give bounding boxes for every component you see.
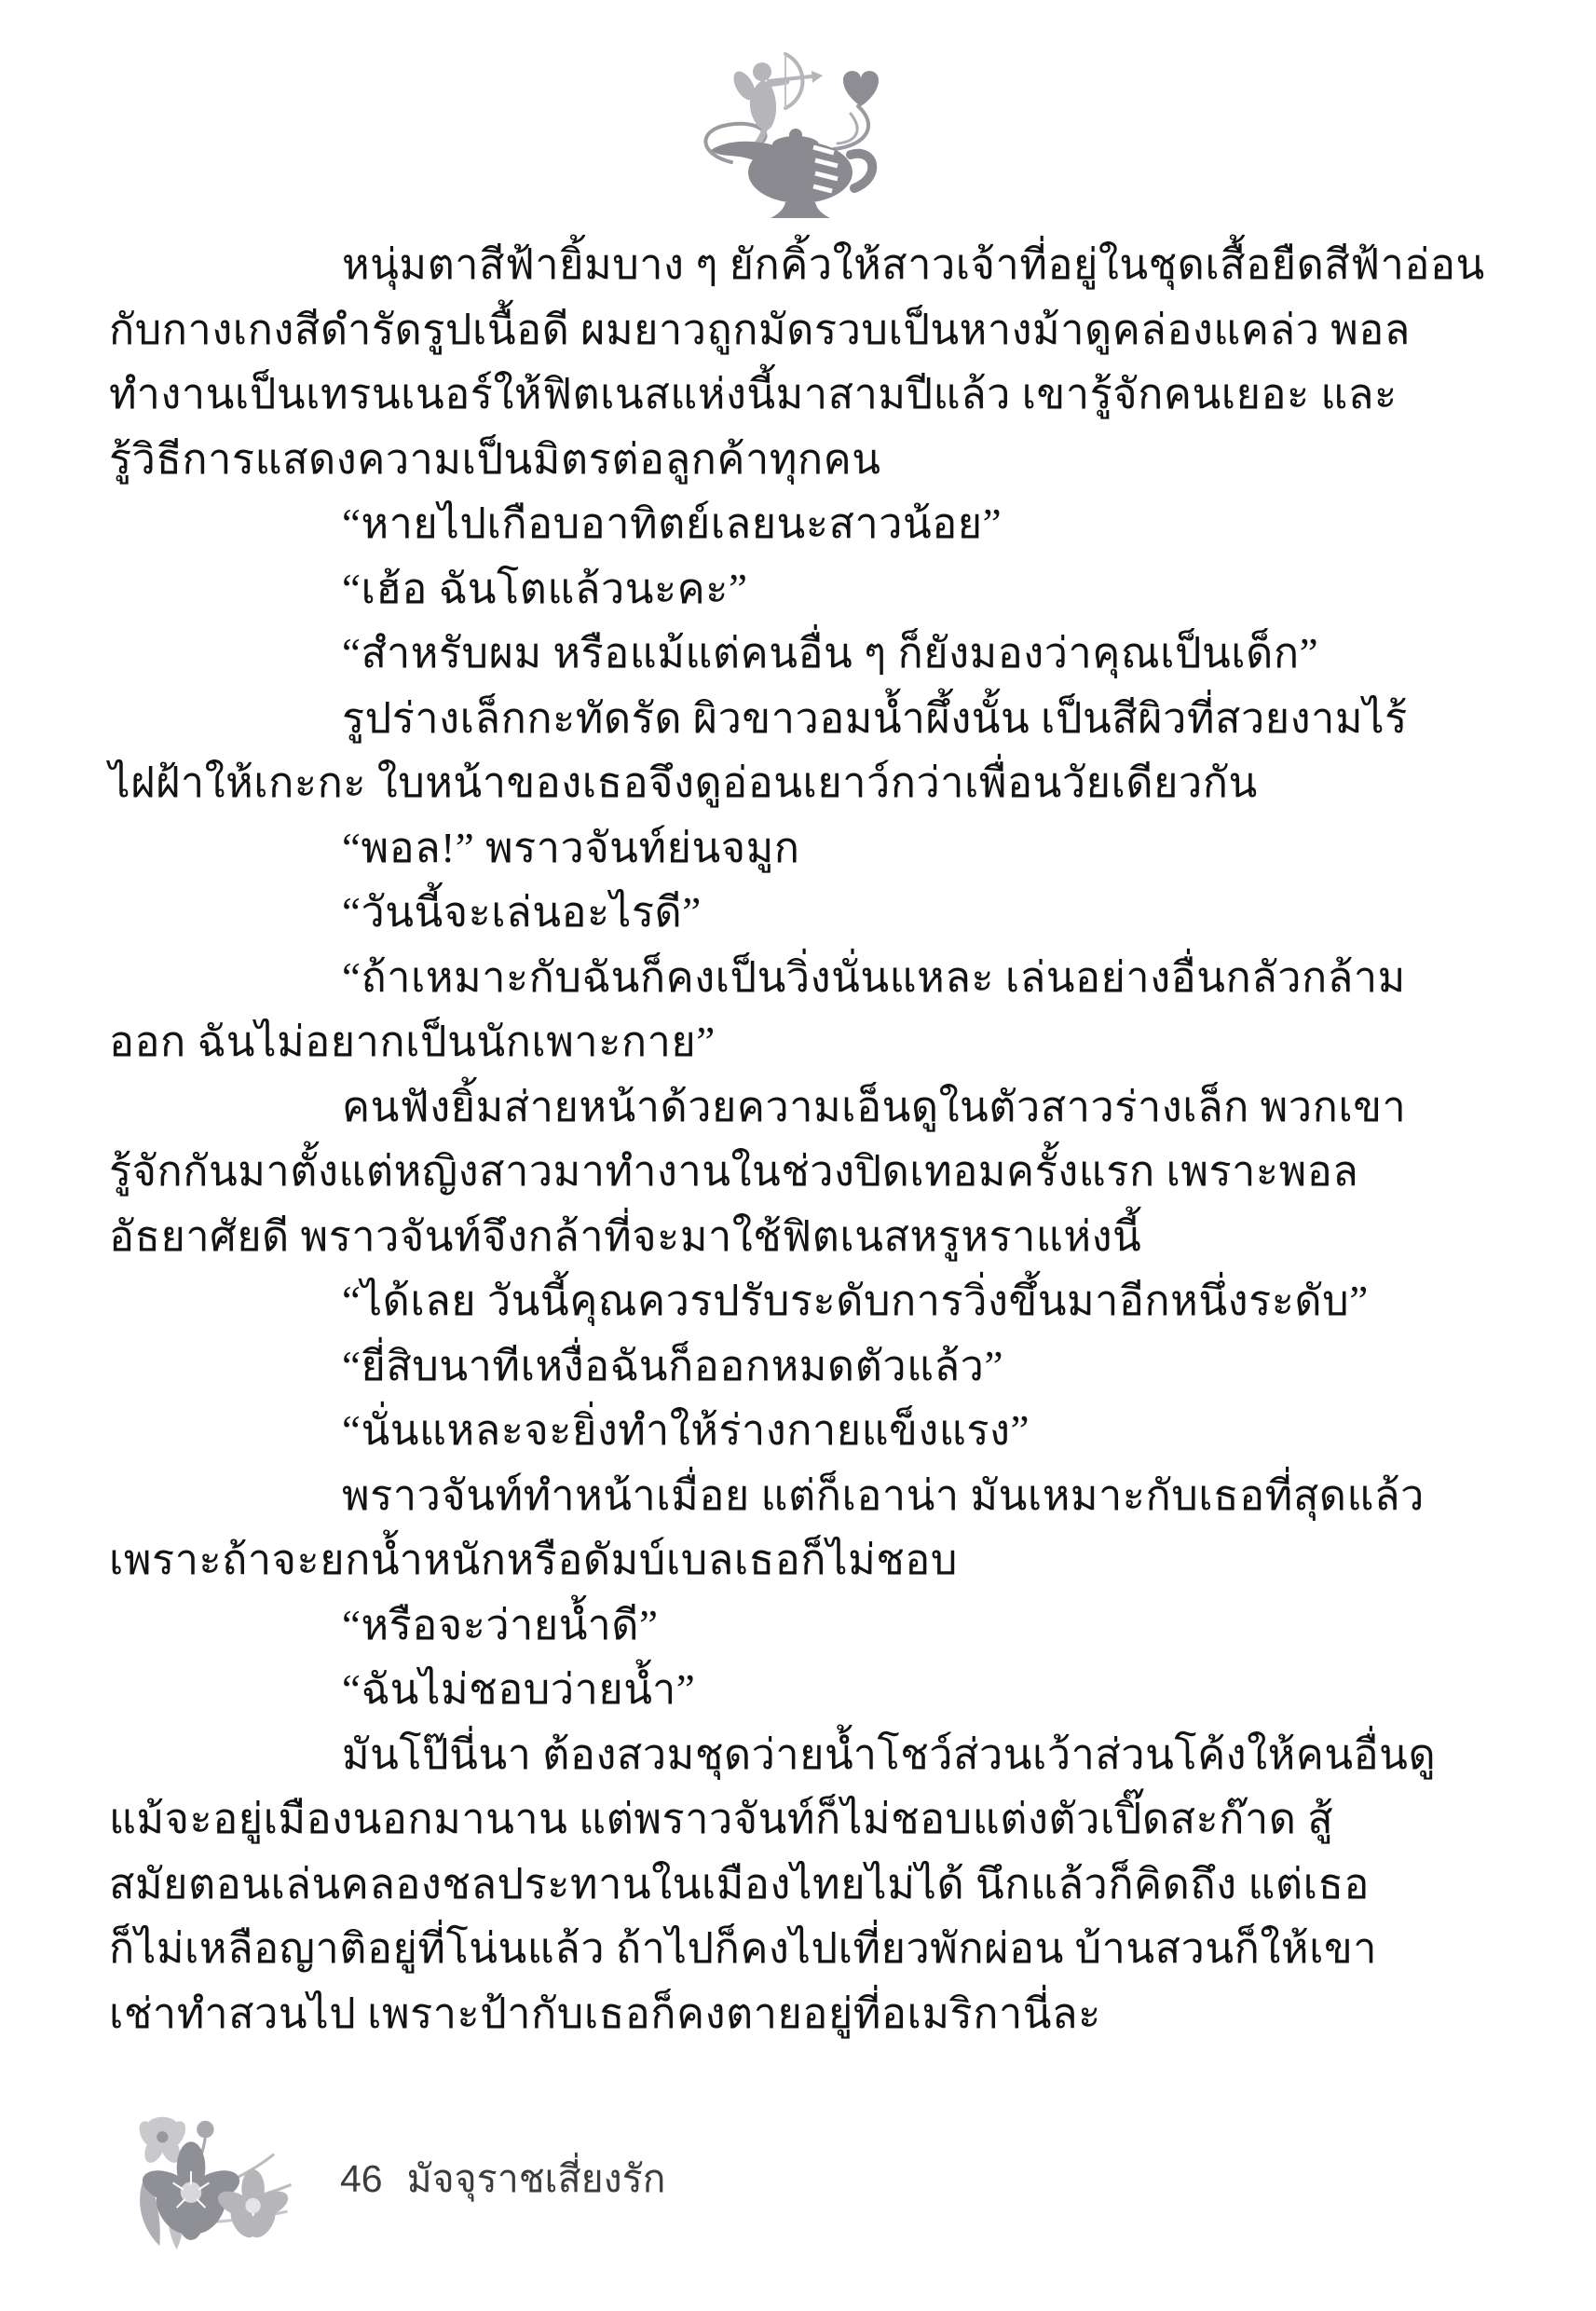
text-line: รูปร่างเล็กกะทัดรัด ผิวขาวอมน้ำผึ้งนั้น เป็นสีผิวที่สวยงามไร้	[342, 694, 1408, 742]
text-line: แม้จะอยู่เมืองนอกมานาน แต่พราวจันท์ก็ไม่ชอบแต่งตัวเปิ๊ดสะก๊าด สู้	[109, 1796, 1334, 1842]
book-title: มัจจุราชเสี่ยงรัก	[406, 2157, 666, 2200]
page-text	[109, 233, 1499, 2046]
text-line: “วันนี้จะเล่นอะไรดี”	[342, 889, 702, 936]
text-line: ก็ไม่เหลือญาติอยู่ที่โน่นแล้ว ถ้าไปก็คงไปเที่ยวพักผ่อน บ้านสวนก็ให้เขา	[109, 1925, 1377, 1972]
text-line: “หรือจะว่ายน้ำดี”	[342, 1601, 659, 1648]
text-line: พราวจันท์ทำหน้าเมื่อย แต่ก็เอาน่า มันเหมาะกับเธอที่สุดแล้ว	[342, 1471, 1425, 1519]
text-line: ทำงานเป็นเทรนเนอร์ให้ฟิตเนสแห่งนี้มาสามปีแล้ว เขารู้จักคนเยอะ และ	[109, 371, 1398, 417]
cupid-lamp-icon	[669, 48, 902, 226]
text-line: “สำหรับผม หรือแม้แต่คนอื่น ๆ ก็ยังมองว่าคุณเป็นเด็ก”	[342, 630, 1319, 677]
text-line: ออก ฉันไม่อยากเป็นนักเพาะกาย”	[109, 1019, 716, 1065]
text-line: อัธยาศัยดี พราวจันท์จึงกล้าที่จะมาใช้ฟิตเนสหรูหราแห่งนี้	[109, 1212, 1142, 1260]
text-line: คนฟังยิ้มส่ายหน้าด้วยความเอ็นดูในตัวสาวร่างเล็ก พวกเขา	[342, 1083, 1407, 1130]
text-line: รู้วิธีการแสดงความเป็นมิตรต่อลูกค้าทุกคน	[109, 435, 881, 483]
text-line: กับกางเกงสีดำรัดรูปเนื้อดี ผมยาวถูกมัดรวบเป็นหางม้าดูคล่องแคล่ว พอล	[109, 306, 1411, 353]
text-line: ไฝฝ้าให้เกะกะ ใบหน้าของเธอจึงดูอ่อนเยาว์กว่าเพื่อนวัยเดียวกัน	[109, 759, 1258, 806]
text-line: “ยี่สิบนาทีเหงื่อฉันก็ออกหมดตัวแล้ว”	[342, 1342, 1003, 1389]
text-line: “พอล!” พราวจันท์ย่นจมูก	[342, 824, 800, 871]
page-number: 46	[340, 2157, 383, 2200]
footer-caption	[340, 2149, 665, 2209]
text-line: “ได้เลย วันนี้คุณควรปรับระดับการวิ่งขึ้นมาอีกหนึ่งระดับ”	[342, 1278, 1369, 1324]
text-line: “ฉันไม่ชอบว่ายน้ำ”	[342, 1666, 696, 1713]
text-line: รู้จักกันมาตั้งแต่หญิงสาวมาทำงานในช่วงปิดเทอมครั้งแรก เพราะพอล	[109, 1148, 1359, 1195]
text-line: มันโป๊นี่นา ต้องสวมชุดว่ายน้ำโชว์ส่วนเว้าส่วนโค้งให้คนอื่นดู	[342, 1730, 1437, 1778]
text-line: “ถ้าเหมาะกับฉันก็คงเป็นวิ่งนั่นแหละ เล่นอย่างอื่นกลัวกล้าม	[342, 953, 1406, 1001]
text-line: เช่าทำสวนไป เพราะป้ากับเธอก็คงตายอยู่ที่อเมริกานี่ละ	[109, 1990, 1101, 2037]
text-line: เพราะถ้าจะยกน้ำหนักหรือดัมบ์เบลเธอก็ไม่ชอบ	[109, 1537, 958, 1583]
text-line: “เฮ้อ ฉันโตแล้วนะคะ”	[342, 565, 748, 612]
text-line: หนุ่มตาสีฟ้ายิ้มบาง ๆ ยักคิ้วให้สาวเจ้าที่อยู่ในชุดเสื้อยืดสีฟ้าอ่อน	[342, 241, 1485, 288]
flower-bouquet-icon	[110, 2104, 310, 2267]
cupid-lamp-ornament	[669, 48, 902, 226]
page-footer	[110, 2104, 665, 2267]
text-line: “นั่นแหละจะยิ่งทำให้ร่างกายแข็งแรง”	[342, 1407, 1030, 1454]
text-line: สมัยตอนเล่นคลองชลประทานในเมืองไทยไม่ได้ นึกแล้วก็คิดถึง แต่เธอ	[109, 1860, 1370, 1908]
text-line: “หายไปเกือบอาทิตย์เลยนะสาวน้อย”	[342, 500, 1003, 547]
